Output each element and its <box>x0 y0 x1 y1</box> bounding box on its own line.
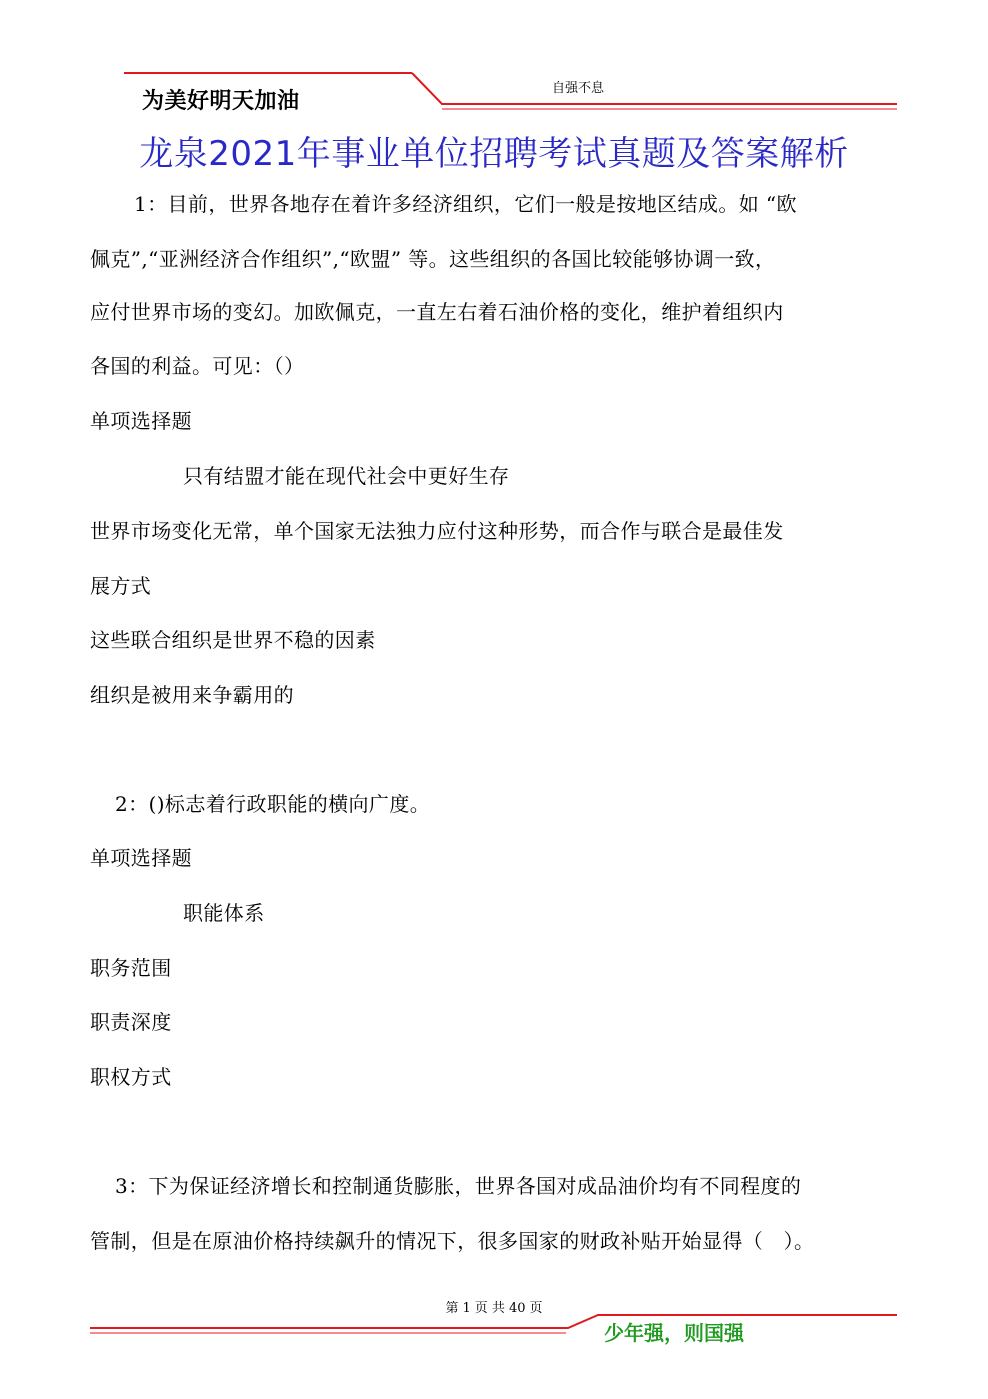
page-mid: 页 共 <box>474 1301 505 1316</box>
question-2-type: 单项选择题 <box>90 846 192 870</box>
page-prefix: 第 <box>445 1301 459 1316</box>
question-2-option-a: 职能体系 <box>183 901 265 925</box>
document-title: 龙泉2021年事业单位招聘考试真题及答案解析 <box>139 134 849 174</box>
question-1-stem-line-4: 各国的利益。可见：（） <box>90 354 305 378</box>
page-number <box>0 1297 988 1316</box>
total-pages: 40 <box>508 1301 526 1316</box>
question-2-option-d: 职权方式 <box>90 1065 172 1089</box>
question-2-option-b: 职务范围 <box>90 956 172 980</box>
question-3-stem-line-1: 3：下为保证经济增长和控制通货膨胀，世界各国对成品油价均有不同程度的 <box>115 1174 802 1198</box>
question-1-stem-line-2: 佩克”,“亚洲经济合作组织”,“欧盟” 等。这些组织的各国比较能够协调一致， <box>90 247 776 271</box>
header-slogan-left: 为美好明天加油 <box>142 89 300 114</box>
header-slogan-right: 自强不息 <box>552 81 605 96</box>
question-2-stem: 2：()标志着行政职能的横向广度。 <box>115 792 431 816</box>
footer-slogan: 少年强，则国强 <box>604 1321 744 1345</box>
question-3-stem-line-2: 管制，但是在原油价格持续飙升的情况下，很多国家的财政补贴开始显得（ ）。 <box>90 1229 815 1253</box>
question-1-option-b-line-1: 世界市场变化无常，单个国家无法独力应付这种形势，而合作与联合是最佳发 <box>90 519 784 543</box>
question-1-type: 单项选择题 <box>90 409 192 433</box>
question-1-option-d: 组织是被用来争霸用的 <box>90 683 294 707</box>
question-1-option-c: 这些联合组织是世界不稳的因素 <box>90 628 376 652</box>
current-page: 1 <box>462 1301 471 1316</box>
page-suffix: 页 <box>529 1301 543 1316</box>
footer-rule-slant <box>90 1315 897 1328</box>
question-1-option-a: 只有结盟才能在现代社会中更好生存 <box>183 464 510 488</box>
question-2-option-c: 职责深度 <box>90 1010 172 1034</box>
header-rule-slant <box>412 73 897 104</box>
question-1-stem-line-1: 1：目前，世界各地存在着许多经济组织，它们一般是按地区结成。如 “欧 <box>134 192 797 216</box>
question-1-stem-line-3: 应付世界市场的变幻。加欧佩克，一直左右着石油价格的变化，维护着组织内 <box>90 300 784 324</box>
question-1-option-b-line-2: 展方式 <box>90 574 152 598</box>
